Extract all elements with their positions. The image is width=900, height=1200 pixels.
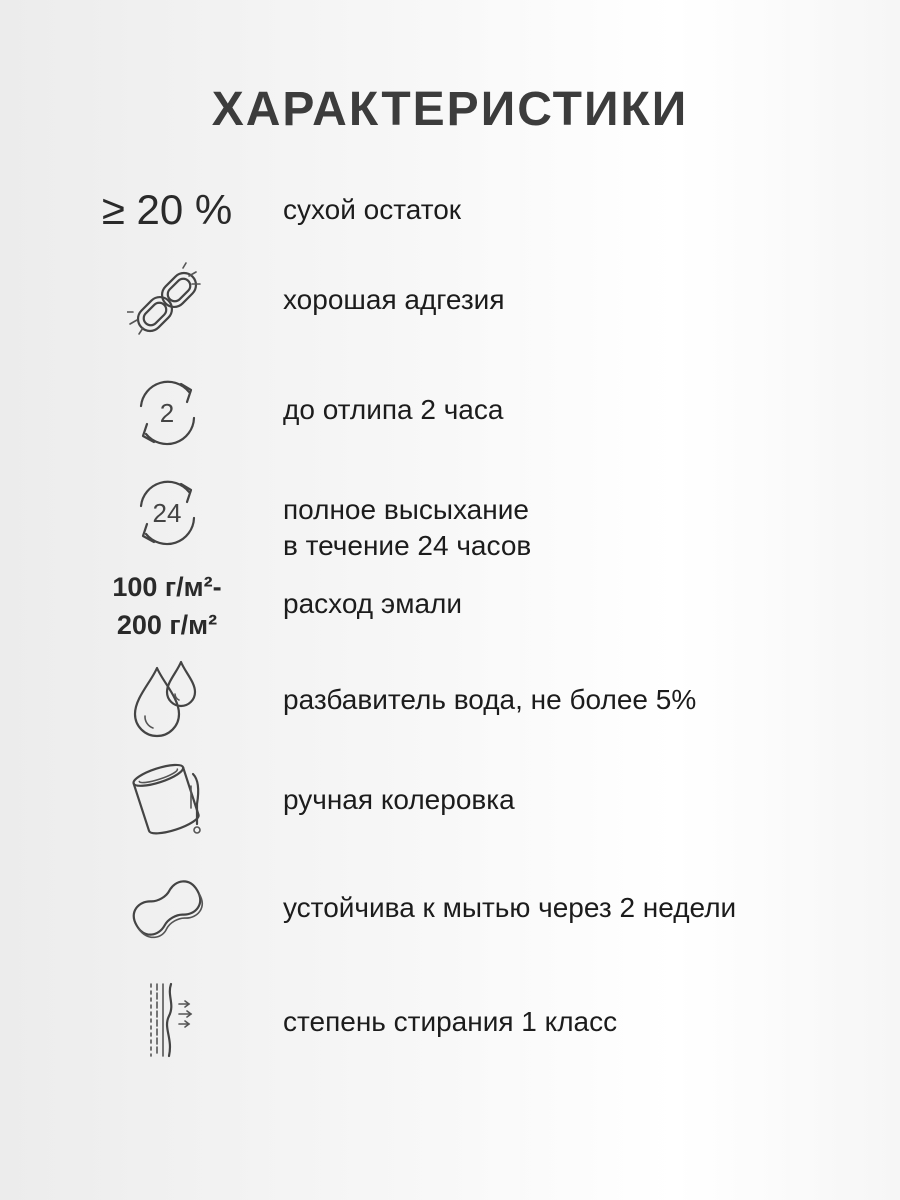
tack-free-label: до отлипа 2 часа (283, 394, 504, 425)
characteristic-adhesion (0, 262, 900, 342)
cycle-2-icon (127, 372, 207, 452)
characteristic-dry-residue (0, 180, 900, 240)
chain-link-icon (127, 262, 207, 342)
full-drying-label (283, 492, 531, 564)
abrasion-label: степень стирания 1 класс (283, 1006, 618, 1037)
characteristic-abrasion (0, 978, 900, 1062)
washing-label: устойчива к мытью через 2 недели (283, 892, 737, 923)
tinting-label: ручная колеровка (283, 784, 515, 815)
abrasion-surface-icon (127, 978, 207, 1062)
full-drying-label-line2: в течение 24 часов (283, 530, 532, 561)
dry-residue-value: ≥ 20 % (101, 186, 233, 233)
dry-residue-label: сухой остаток (283, 194, 462, 225)
page-title: ХАРАКТЕРИСТИКИ (211, 83, 689, 136)
full-drying-label-line1: полное высыхание (283, 494, 529, 525)
paint-can-pour-icon (127, 758, 207, 842)
water-drops-icon (127, 658, 207, 742)
cycle-24-number: 24 (152, 498, 182, 528)
characteristic-thinner (0, 658, 900, 742)
thinner-label: разбавитель вода, не более 5% (283, 684, 697, 715)
characteristic-tinting (0, 758, 900, 842)
characteristic-consumption (0, 566, 900, 646)
adhesion-label: хорошая адгезия (283, 284, 505, 315)
dry-residue-value-cell (82, 180, 252, 240)
sponge-icon (124, 866, 210, 950)
cycle-24-icon (127, 472, 207, 552)
consumption-label: расход эмали (283, 588, 462, 619)
consumption-value-line2: 200 г/м² (116, 610, 218, 640)
cycle-2-number: 2 (159, 398, 175, 428)
consumption-value-line1: 100 г/м²- (112, 572, 222, 602)
characteristic-full-drying (0, 472, 900, 561)
characteristic-tack-free (0, 372, 900, 452)
consumption-value (112, 568, 221, 644)
characteristic-washing (0, 866, 900, 950)
